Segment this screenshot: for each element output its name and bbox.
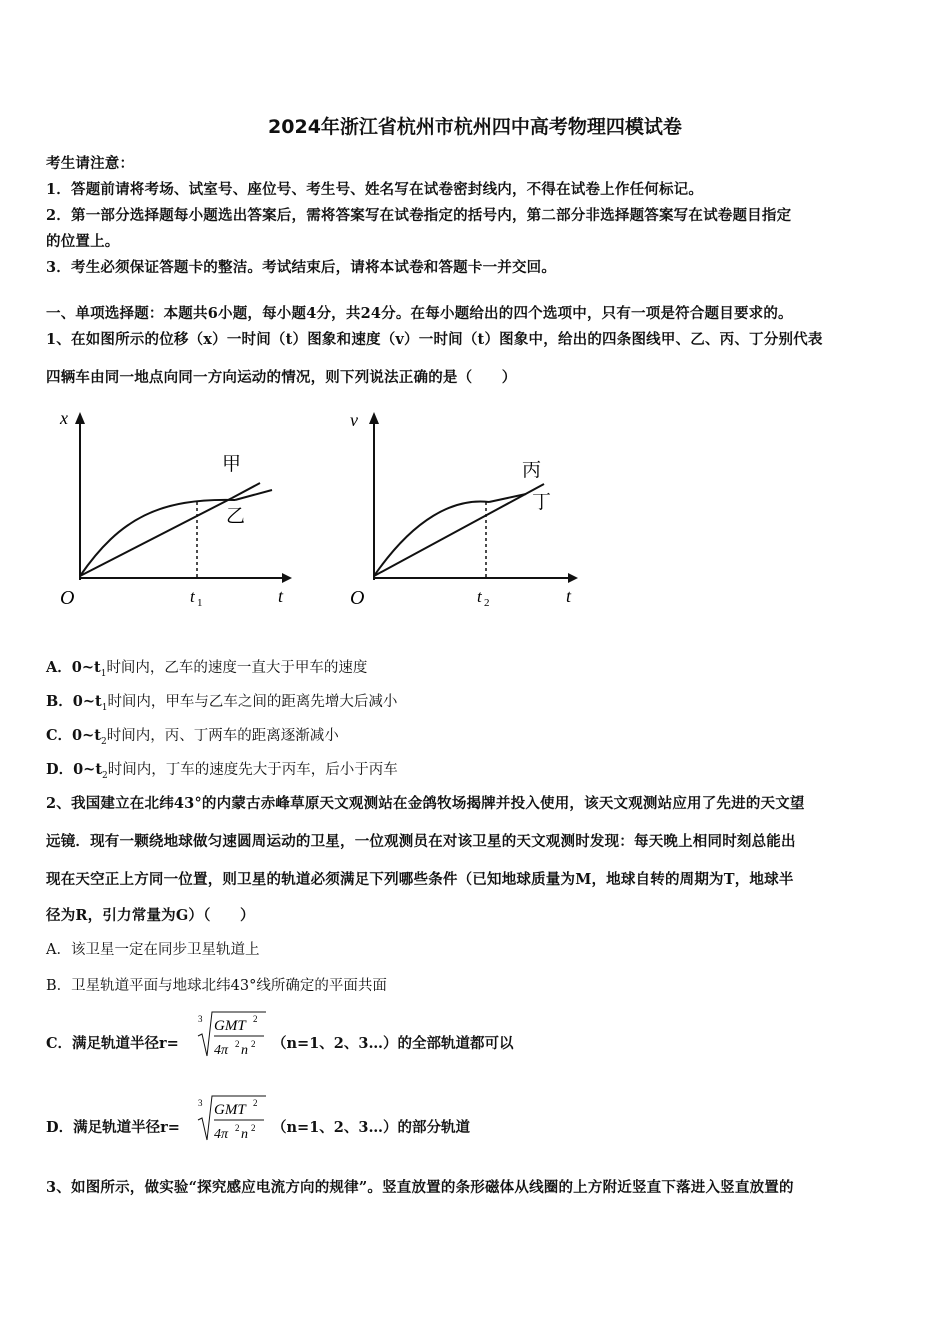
q1-option-c (46, 724, 339, 747)
numerator-exp: 2 (253, 1098, 258, 1108)
denominator-exp1: 2 (235, 1123, 240, 1133)
q1-option-b (46, 690, 397, 713)
q2-option-a: A．该卫星一定在同步卫星轨道上 (46, 942, 260, 958)
denominator-var: n (241, 1043, 248, 1058)
question-3-line-1: 3、如图所示，做实验“探究感应电流方向的规律”。竖直放置的条形磁体从线圈的上方附近竖直下落进入竖直放置的 (46, 1179, 794, 1196)
q2-option-c-post: （n=1、2、3…）的全部轨道都可以 (272, 1035, 514, 1052)
denominator: 4π (214, 1127, 229, 1142)
v-t-graph (334, 398, 604, 618)
option-pre: 满足轨道半径r= (72, 1035, 179, 1052)
denominator-exp2: 2 (251, 1039, 256, 1049)
question-2-line-3: 现在天空正上方同一位置，则卫星的轨道必须满足下列哪些条件（已知地球质量为M，地球自转的周期为T，地球半 (46, 871, 794, 888)
notice-item-3: 3．考生必须保证答题卡的整洁。考试结束后，请将本试卷和答题卡一并交回。 (46, 259, 557, 276)
denominator-var: n (241, 1127, 248, 1142)
option-range: 0~t (73, 761, 103, 778)
option-range-sub: 2 (102, 770, 108, 781)
graph2-origin: O (350, 587, 365, 609)
radius-formula-d (196, 1092, 268, 1146)
question-1-line-2: 四辆车由同一地点向同一方向运动的情况，则下列说法正确的是（ ） (46, 369, 517, 386)
notice-item-2: 2．第一部分选择题每小题选出答案后，需将答案写在试卷指定的括号内，第二部分非选择题答案写在试卷题目指定 (46, 207, 792, 224)
graph1-origin: O (60, 587, 75, 609)
q1-option-d (46, 758, 398, 781)
graph2-tick-sub: 2 (484, 597, 490, 609)
notice-item-1: 1．答题前请将考场、试室号、座位号、考生号、姓名写在试卷密封线内，不得在试卷上作任何标记。 (46, 181, 704, 198)
option-text: 时间内，丁车的速度先大于丙车，后小于丙车 (107, 762, 398, 778)
question-1-line-1: 1、在如图所示的位移（x）一时间（t）图象和速度（v）一时间（t）图象中，给出的四条图线甲、乙、丙、丁分别代表 (46, 331, 823, 348)
question-2-line-1: 2、我国建立在北纬43°的内蒙古赤峰草原天文观测站在金鸽牧场揭牌并投入使用，该天文观测站应用了先进的天文望 (46, 795, 805, 812)
option-range: 0~t (72, 693, 102, 710)
denominator: 4π (214, 1043, 229, 1058)
graph1-x-label: t (278, 586, 284, 606)
q2-option-d-post: （n=1、2、3…）的部分轨道 (272, 1119, 470, 1136)
option-label: C． (46, 1035, 73, 1052)
question-2-line-4: 径为R，引力常量为G）（ ） (46, 907, 255, 924)
numerator: GMT (214, 1102, 246, 1118)
graph2-curve-ding: 丁 (532, 491, 552, 513)
radius-formula-c (196, 1008, 268, 1062)
root-index: 3 (198, 1098, 203, 1108)
option-label: C． (46, 727, 73, 744)
option-range: 0~t (71, 659, 101, 676)
section-heading: 一、单项选择题：本题共6小题，每小题4分，共24分。在每小题给出的四个选项中，只有一项是符合题目要求的。 (46, 305, 793, 322)
graph1-curve-yi: 乙 (226, 505, 246, 527)
option-range: 0~t (72, 727, 101, 744)
q1-option-a (46, 656, 367, 679)
graph1-tick-sub: 1 (197, 597, 203, 609)
option-label: B． (46, 693, 73, 710)
graph2-y-label: v (350, 410, 358, 430)
option-label: D． (46, 1119, 74, 1136)
notice-item-2-cont: 的位置上。 (46, 233, 120, 250)
graph1-y-label: x (60, 408, 68, 428)
q2-option-b: B．卫星轨道平面与地球北纬43°线所确定的平面共面 (46, 978, 387, 994)
graph1-curve-jia: 甲 (222, 453, 242, 475)
graph1-tick-t: t (190, 587, 195, 606)
denominator-exp2: 2 (251, 1123, 256, 1133)
root-index: 3 (198, 1014, 203, 1024)
option-text: 时间内，甲车与乙车之间的距离先增大后减小 (107, 694, 398, 710)
numerator-exp: 2 (253, 1014, 258, 1024)
option-label: A． (46, 659, 72, 676)
numerator: GMT (214, 1018, 246, 1034)
denominator-exp1: 2 (235, 1039, 240, 1049)
page-title: 2024年浙江省杭州市杭州四中高考物理四模试卷 (268, 116, 682, 138)
option-range-sub: 2 (100, 736, 107, 747)
option-range-sub: 1 (100, 668, 107, 679)
option-pre: 满足轨道半径r= (73, 1119, 180, 1136)
q2-option-c (46, 1032, 179, 1053)
option-label: D． (46, 761, 74, 778)
graph2-tick-t: t (477, 587, 482, 606)
notice-heading: 考生请注意： (46, 155, 135, 172)
graph2-curve-bing: 丙 (522, 459, 542, 481)
q2-option-d (46, 1116, 180, 1137)
option-range-sub: 1 (101, 702, 108, 713)
graph2-x-label: t (566, 586, 572, 606)
question-2-line-2: 远镜．现有一颗绕地球做匀速圆周运动的卫星，一位观测员在对该卫星的天文观测时发现：每天晚上相同时刻总能出 (46, 833, 796, 850)
x-t-graph (40, 398, 310, 618)
option-text: 时间内，丙、丁两车的距离逐渐减小 (106, 728, 339, 744)
option-text: 时间内，乙车的速度一直大于甲车的速度 (106, 660, 368, 676)
